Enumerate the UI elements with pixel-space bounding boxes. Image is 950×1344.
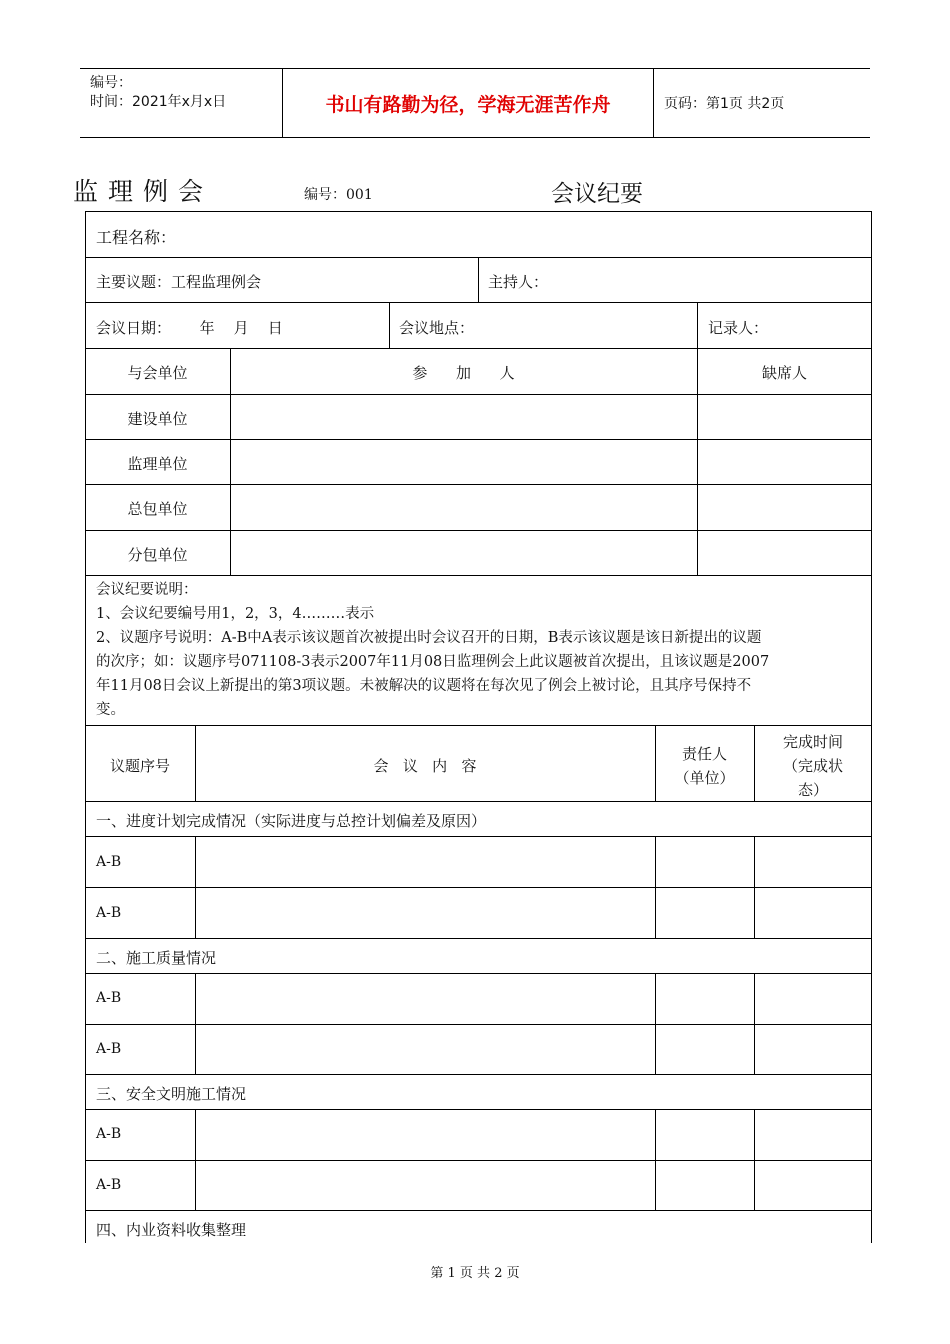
row-divider xyxy=(85,575,872,576)
issue-number: A-B xyxy=(96,1041,122,1057)
section-title-safety: 三、安全文明施工情况 xyxy=(96,1085,247,1103)
header-meta xyxy=(80,69,283,137)
row-divider xyxy=(85,530,872,531)
notes-item-2-line-4: 变。 xyxy=(96,702,125,718)
notes-item-1: 1、会议纪要编号用1，2，3，4………表示 xyxy=(96,606,375,622)
page-header xyxy=(80,68,870,138)
issue-number: A-B xyxy=(96,990,122,1006)
issue-number: A-B xyxy=(96,854,122,870)
col-divider xyxy=(754,973,755,1074)
issues-col-responsible: 责任人 xyxy=(681,745,727,763)
section-title-quality: 二、施工质量情况 xyxy=(96,949,217,967)
issue-number: A-B xyxy=(96,1126,122,1142)
issues-col-no: 议题序号 xyxy=(109,757,170,775)
topic-field: 主要议题：工程监理例会 xyxy=(96,273,262,291)
col-divider xyxy=(195,973,196,1074)
issue-number: A-B xyxy=(96,905,122,921)
date-field: 会议日期： 年 月 日 xyxy=(96,319,283,337)
row-divider xyxy=(85,938,872,939)
row-divider xyxy=(85,801,872,802)
notes-item-2-line-3: 年11月08日会议上新提出的第3项议题。未被解决的议题将在每次见了例会上被讨论，且其序号保持不 xyxy=(96,678,752,694)
section-title-documents: 四、内业资料收集整理 xyxy=(96,1221,247,1239)
row-divider xyxy=(85,1074,872,1075)
col-divider xyxy=(655,836,656,938)
col-divider xyxy=(655,973,656,1074)
col-divider xyxy=(754,1109,755,1210)
row-divider xyxy=(85,348,872,349)
row-divider xyxy=(85,1210,872,1211)
host-field: 主持人： xyxy=(488,273,549,291)
attendance-unit-supervisor: 监理单位 xyxy=(127,455,188,473)
row-divider xyxy=(85,439,872,440)
issues-col-content: 会 议 内 容 xyxy=(373,757,477,775)
row-divider xyxy=(85,394,872,395)
recorder-field: 记录人： xyxy=(708,319,769,337)
header-time: 时间：2021年x月x日 xyxy=(90,94,227,110)
issues-col-time-status: （完成状 xyxy=(782,757,843,775)
issues-col-time-status-end: 态） xyxy=(797,781,828,799)
attendance-unit-subcontractor: 分包单位 xyxy=(127,546,188,564)
col-divider xyxy=(754,836,755,938)
doc-number: 编号：001 xyxy=(304,187,373,203)
page-footer: 第 1 页 共 2 页 xyxy=(430,1266,520,1281)
attendance-col-attendees: 参 加 人 xyxy=(412,364,515,382)
issues-col-responsible-unit: （单位） xyxy=(674,769,735,787)
attendance-col-unit: 与会单位 xyxy=(127,364,188,382)
col-divider xyxy=(195,836,196,938)
header-motto: 书山有路勤为径，学海无涯苦作舟 xyxy=(283,69,654,137)
col-divider xyxy=(697,302,698,348)
project-name-field: 工程名称： xyxy=(96,228,177,247)
doc-title: 监理例会 xyxy=(73,177,214,206)
section-title-progress: 一、进度计划完成情况（实际进度与总控计划偏差及原因） xyxy=(96,812,487,830)
row-divider xyxy=(85,484,872,485)
header-number: 编号： xyxy=(90,75,132,91)
meeting-notes xyxy=(96,578,866,722)
attendance-col-absent: 缺席人 xyxy=(761,364,807,382)
col-divider xyxy=(389,302,390,348)
col-divider xyxy=(478,257,479,302)
issues-col-time: 完成时间 xyxy=(782,733,843,751)
place-field: 会议地点： xyxy=(399,319,475,337)
notes-heading: 会议纪要说明： xyxy=(96,582,198,598)
col-divider xyxy=(655,1109,656,1210)
attendance-unit-general-contractor: 总包单位 xyxy=(127,500,188,518)
doc-subtitle: 会议纪要 xyxy=(551,181,643,207)
row-divider xyxy=(85,302,872,303)
header-page: 页码：第1页 共2页 xyxy=(664,96,785,112)
notes-item-2-line-2: 的次序；如：议题序号071108-3表示2007年11月08日监理例会上此议题被首次提出，且该议题是2007 xyxy=(96,654,770,670)
attendance-unit-owner: 建设单位 xyxy=(127,410,188,428)
notes-item-2-line-1: 2、议题序号说明：A-B中A表示该议题首次被提出时会议召开的日期，B表示该议题是该日新提出的议题 xyxy=(96,630,762,646)
issue-number: A-B xyxy=(96,1177,122,1193)
col-divider xyxy=(195,1109,196,1210)
